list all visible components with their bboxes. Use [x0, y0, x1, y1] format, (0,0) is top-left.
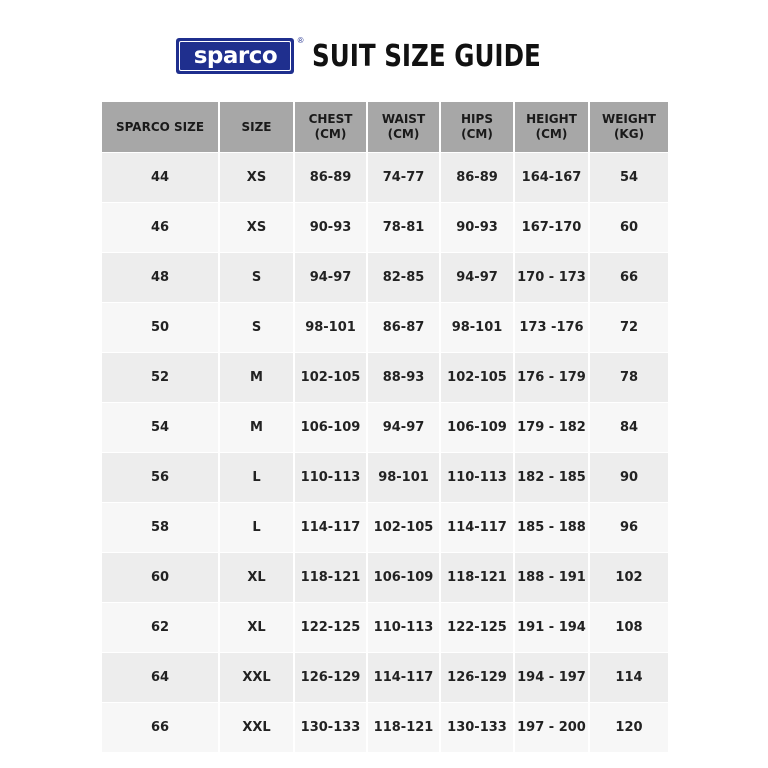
size-table-container [102, 102, 668, 752]
table-cell-waist: 110-113 [368, 602, 441, 652]
column-header-label: CHEST [308, 112, 353, 126]
table-cell-waist: 98-101 [368, 452, 441, 502]
column-header-label: WAIST [381, 112, 426, 126]
table-cell-weight: 90 [590, 452, 668, 502]
table-cell-hips: 118-121 [441, 552, 515, 602]
table-body [102, 152, 668, 752]
table-row [102, 452, 668, 502]
page-title: SUIT SIZE GUIDE [312, 38, 542, 74]
table-cell-weight: 96 [590, 502, 668, 552]
table-header [102, 102, 668, 152]
column-header-sparco-size [102, 102, 220, 152]
table-cell-size: XS [220, 202, 295, 252]
column-header-label: HIPS [461, 112, 493, 126]
table-cell-height: 179 - 182 [515, 402, 590, 452]
column-header-label: SIZE [241, 119, 272, 134]
table-cell-chest: 114-117 [295, 502, 368, 552]
table-cell-height: 170 - 173 [515, 252, 590, 302]
table-cell-waist: 114-117 [368, 652, 441, 702]
table-row [102, 552, 668, 602]
table-cell-hips: 94-97 [441, 252, 515, 302]
table-row [102, 252, 668, 302]
table-cell-weight: 114 [590, 652, 668, 702]
table-cell-chest: 122-125 [295, 602, 368, 652]
table-cell-chest: 126-129 [295, 652, 368, 702]
column-header-unit: (CM) [387, 127, 420, 141]
table-cell-height: 167-170 [515, 202, 590, 252]
table-row [102, 152, 668, 202]
table-cell-sparco-size: 52 [102, 352, 220, 402]
table-cell-hips: 106-109 [441, 402, 515, 452]
column-header-hips [441, 102, 515, 152]
table-cell-hips: 122-125 [441, 602, 515, 652]
table-row [102, 602, 668, 652]
column-header-size [220, 102, 295, 152]
table-row [102, 302, 668, 352]
table-cell-weight: 72 [590, 302, 668, 352]
table-row [102, 652, 668, 702]
column-header-unit: (KG) [613, 127, 645, 141]
table-cell-waist: 118-121 [368, 702, 441, 752]
table-cell-size: L [220, 502, 295, 552]
table-cell-waist: 74-77 [368, 152, 441, 202]
column-header-chest [295, 102, 368, 152]
column-header-waist [368, 102, 441, 152]
table-cell-weight: 108 [590, 602, 668, 652]
table-cell-weight: 60 [590, 202, 668, 252]
table-cell-size: S [220, 252, 295, 302]
table-cell-waist: 78-81 [368, 202, 441, 252]
column-header-label: SPARCO SIZE [115, 119, 205, 134]
table-cell-hips: 130-133 [441, 702, 515, 752]
table-cell-chest: 102-105 [295, 352, 368, 402]
column-header-label: HEIGHT [526, 112, 577, 126]
table-cell-height: 164-167 [515, 152, 590, 202]
registered-mark: ® [297, 36, 304, 45]
column-header-unit: (CM) [535, 127, 568, 141]
table-row [102, 402, 668, 452]
column-header-unit: (CM) [314, 127, 347, 141]
table-cell-height: 185 - 188 [515, 502, 590, 552]
table-cell-height: 182 - 185 [515, 452, 590, 502]
table-cell-height: 176 - 179 [515, 352, 590, 402]
table-row [102, 502, 668, 552]
table-cell-waist: 82-85 [368, 252, 441, 302]
table-cell-weight: 102 [590, 552, 668, 602]
table-cell-sparco-size: 54 [102, 402, 220, 452]
table-cell-sparco-size: 44 [102, 152, 220, 202]
table-cell-chest: 94-97 [295, 252, 368, 302]
table-cell-waist: 106-109 [368, 552, 441, 602]
table-cell-chest: 130-133 [295, 702, 368, 752]
table-cell-chest: 118-121 [295, 552, 368, 602]
table-cell-size: M [220, 352, 295, 402]
table-cell-hips: 86-89 [441, 152, 515, 202]
table-cell-chest: 106-109 [295, 402, 368, 452]
table-cell-height: 197 - 200 [515, 702, 590, 752]
table-cell-sparco-size: 60 [102, 552, 220, 602]
table-cell-hips: 126-129 [441, 652, 515, 702]
table-cell-sparco-size: 66 [102, 702, 220, 752]
table-cell-sparco-size: 58 [102, 502, 220, 552]
table-cell-weight: 84 [590, 402, 668, 452]
table-cell-waist: 94-97 [368, 402, 441, 452]
header-row [102, 102, 668, 152]
column-header-weight [590, 102, 668, 152]
table-cell-sparco-size: 64 [102, 652, 220, 702]
table-cell-chest: 98-101 [295, 302, 368, 352]
table-cell-sparco-size: 62 [102, 602, 220, 652]
table-cell-chest: 110-113 [295, 452, 368, 502]
column-header-label: WEIGHT [602, 112, 656, 126]
table-cell-sparco-size: 56 [102, 452, 220, 502]
column-header-height [515, 102, 590, 152]
table-cell-hips: 114-117 [441, 502, 515, 552]
table-cell-sparco-size: 50 [102, 302, 220, 352]
table-cell-size: M [220, 402, 295, 452]
sparco-logo [176, 36, 304, 74]
table-cell-weight: 66 [590, 252, 668, 302]
table-cell-size: XS [220, 152, 295, 202]
table-cell-waist: 88-93 [368, 352, 441, 402]
size-table [102, 102, 668, 752]
table-row [102, 202, 668, 252]
table-cell-hips: 102-105 [441, 352, 515, 402]
page-header [0, 34, 768, 78]
table-cell-height: 188 - 191 [515, 552, 590, 602]
table-cell-hips: 90-93 [441, 202, 515, 252]
table-cell-waist: 86-87 [368, 302, 441, 352]
table-cell-height: 194 - 197 [515, 652, 590, 702]
table-cell-size: S [220, 302, 295, 352]
table-cell-size: XXL [220, 652, 295, 702]
table-cell-hips: 98-101 [441, 302, 515, 352]
table-cell-size: XL [220, 552, 295, 602]
table-cell-sparco-size: 46 [102, 202, 220, 252]
table-cell-size: L [220, 452, 295, 502]
table-cell-weight: 78 [590, 352, 668, 402]
table-cell-chest: 86-89 [295, 152, 368, 202]
logo-text: sparco [193, 43, 278, 69]
table-cell-waist: 102-105 [368, 502, 441, 552]
table-cell-sparco-size: 48 [102, 252, 220, 302]
table-row [102, 352, 668, 402]
table-cell-hips: 110-113 [441, 452, 515, 502]
table-cell-chest: 90-93 [295, 202, 368, 252]
table-cell-height: 173 -176 [515, 302, 590, 352]
table-cell-weight: 54 [590, 152, 668, 202]
table-cell-size: XXL [220, 702, 295, 752]
column-header-unit: (CM) [461, 127, 493, 141]
table-row [102, 702, 668, 752]
table-cell-size: XL [220, 602, 295, 652]
table-cell-weight: 120 [590, 702, 668, 752]
table-cell-height: 191 - 194 [515, 602, 590, 652]
